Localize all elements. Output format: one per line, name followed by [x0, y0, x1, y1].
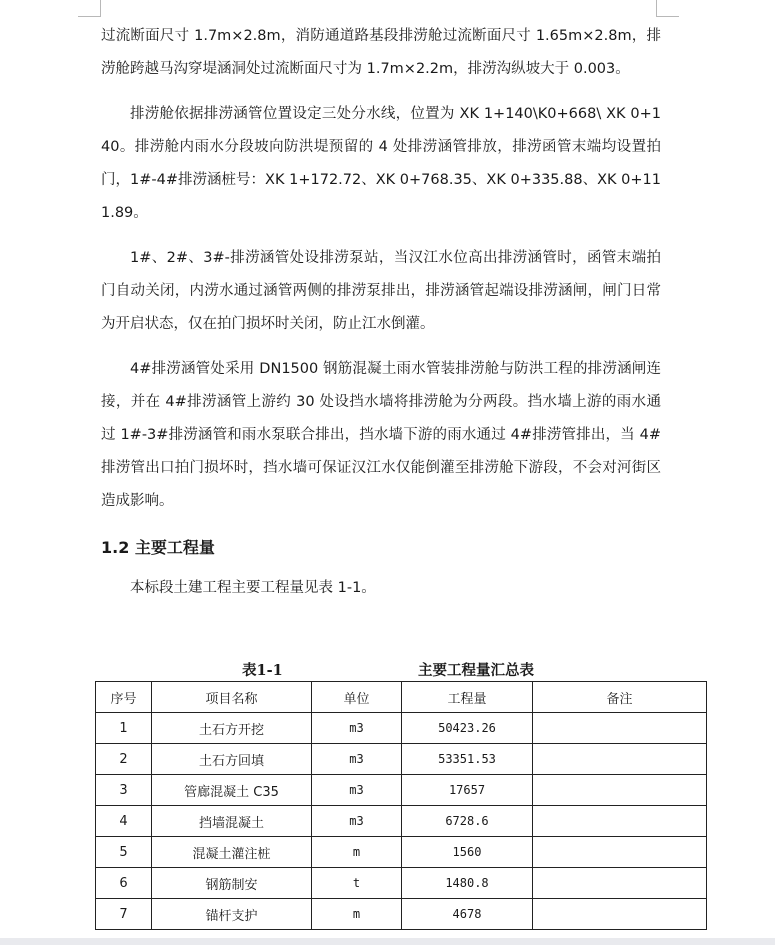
table-caption [95, 657, 706, 681]
paragraph-3: 1#、2#、3#-排涝涵管处设排涝泵站，当汉江水位高出排涝涵管时，函管末端拍门自动关闭，内涝水通过涵管两侧的排涝泵排出，排涝涵管起端设排涝涵闸，闸门日常为开启状态，仅在拍门损坏时关闭，防止江水倒灌。 [101, 250, 661, 332]
cell-quantity: 53351.53 [402, 744, 533, 775]
cell-quantity: 6728.6 [402, 806, 533, 837]
header-cell: 项目名称 [152, 682, 312, 713]
cell-quantity: 4678 [402, 899, 533, 930]
header-cell: 工程量 [402, 682, 533, 713]
cell-item-name: 钢筋制安 [152, 868, 312, 899]
table-row [96, 806, 707, 837]
header-cell: 单位 [312, 682, 402, 713]
cell-quantity: 1480.8 [402, 868, 533, 899]
cell-remark [533, 744, 707, 775]
table-intro: 本标段土建工程主要工程量见表 1-1。 [130, 580, 376, 596]
cell-index: 3 [96, 775, 152, 806]
cell-item-name: 土石方开挖 [152, 713, 312, 744]
cell-item-name: 混凝土灌注桩 [152, 837, 312, 868]
cell-index: 5 [96, 837, 152, 868]
table-number: 表1-1 [242, 662, 283, 679]
cell-unit: m [312, 837, 402, 868]
header-cell: 序号 [96, 682, 152, 713]
cell-unit: t [312, 868, 402, 899]
cell-quantity: 17657 [402, 775, 533, 806]
document-body [101, 20, 661, 617]
cell-unit: m3 [312, 744, 402, 775]
cell-index: 1 [96, 713, 152, 744]
page-bottom-gutter [0, 938, 775, 945]
cell-quantity: 50423.26 [402, 713, 533, 744]
cell-index: 2 [96, 744, 152, 775]
cell-quantity: 1560 [402, 837, 533, 868]
table-title: 主要工程量汇总表 [418, 662, 534, 679]
page-corner-mark-right [656, 0, 679, 17]
cell-unit: m3 [312, 713, 402, 744]
cell-index: 7 [96, 899, 152, 930]
cell-remark [533, 837, 707, 868]
cell-unit: m [312, 899, 402, 930]
cell-unit: m3 [312, 775, 402, 806]
paragraph-1: 过流断面尺寸 1.7m×2.8m，消防通道路基段排涝舱过流断面尺寸 1.65m×2.8m，排涝舱跨越马沟穿堤涵洞处过流断面尺寸为 1.7m×2.2m，排涝沟纵坡大于 0.003。 [101, 28, 661, 77]
cell-item-name: 挡墙混凝土 [152, 806, 312, 837]
table-header-row [96, 682, 707, 713]
cell-remark [533, 713, 707, 744]
table-row [96, 837, 707, 868]
cell-remark [533, 806, 707, 837]
cell-remark [533, 899, 707, 930]
cell-item-name: 管廊混凝土 C35 [152, 775, 312, 806]
cell-item-name: 锚杆支护 [152, 899, 312, 930]
table-row [96, 868, 707, 899]
cell-remark [533, 868, 707, 899]
cell-index: 6 [96, 868, 152, 899]
cell-item-name: 土石方回填 [152, 744, 312, 775]
page-corner-mark-left [78, 0, 101, 17]
cell-remark [533, 775, 707, 806]
table-row [96, 744, 707, 775]
table-row [96, 713, 707, 744]
cell-unit: m3 [312, 806, 402, 837]
quantity-table [95, 681, 707, 930]
paragraph-2: 排涝舱依据排涝涵管位置设定三处分水线，位置为 XK 1+140\K0+668\ XK 0+140。排涝舱内雨水分段坡向防洪堤预留的 4 处排涝涵管排放，排涝函管末端均设置拍门，1#-4#排涝涵桩号：XK 1+172.72、XK 0+768.35、XK 0+335.88、XK 0+111.89。 [101, 106, 661, 221]
paragraph-4: 4#排涝涵管处采用 DN1500 钢筋混凝土雨水管装排涝舱与防洪工程的排涝涵闸连接，并在 4#排涝涵管上游约 30 处设挡水墙将排涝舱为分两段。挡水墙上游的雨水通过 1#-3#排涝涵管和雨水泵联合排出，挡水墙下游的雨水通过 4#排涝管排出，当 4#排涝管出口拍门损坏时，挡水墙可保证汉江水仅能倒灌至排涝舱下游段，不会对河街区造成影响。 [101, 361, 661, 509]
section-heading: 1.2 主要工程量 [101, 538, 215, 557]
cell-index: 4 [96, 806, 152, 837]
header-cell: 备注 [533, 682, 707, 713]
table-row [96, 899, 707, 930]
table-row [96, 775, 707, 806]
